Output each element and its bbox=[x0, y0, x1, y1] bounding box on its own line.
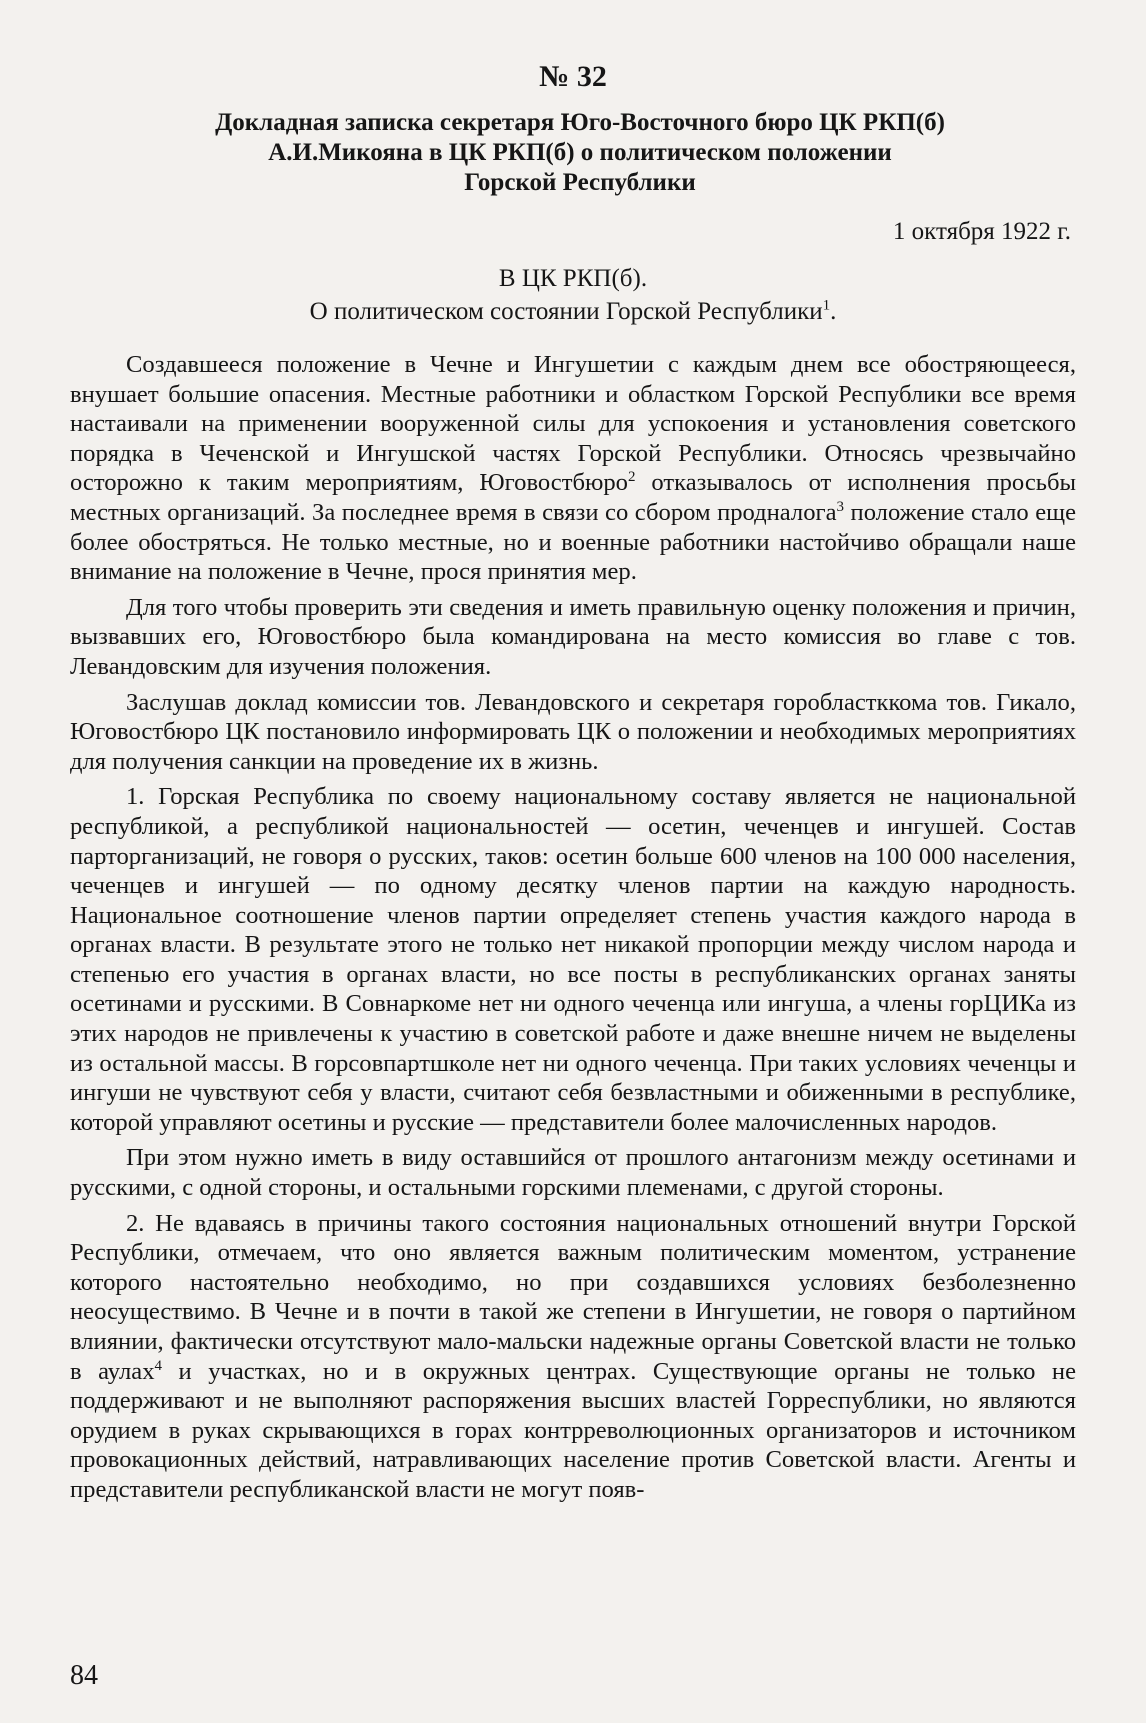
document-date: 1 октября 1922 г. bbox=[892, 218, 1071, 245]
paragraph bbox=[70, 688, 1076, 777]
page-number: 84 bbox=[70, 1660, 98, 1691]
document-number: № 32 bbox=[539, 60, 607, 93]
footnote-ref: 1 bbox=[822, 297, 831, 314]
title-line: Докладная записка секретаря Юго-Восточного бюро ЦК РКП(б) bbox=[215, 109, 945, 136]
footnote-ref: 3 bbox=[836, 498, 844, 515]
paragraph-text: 2. Не вдаваясь в причины такого состояния национальных отношений внутри Горской Республики, отмечаем, что оно является важным политическим моментом, устранение которого настоятельно необходимо, но при создавшихся условиях безболезненно неосуществимо. В Чечне и в почти в такой же степени в Ингушетии, не говоря о партийном влиянии, фактически отсутствуют мало-мальски надежные органы Советской власти не только в аулах bbox=[70, 1209, 1076, 1385]
addressee: В ЦК РКП(б). bbox=[498, 265, 648, 292]
paragraph bbox=[70, 593, 1076, 682]
body-text bbox=[70, 350, 1076, 1511]
paragraph-text: и участках, но и в окружных центрах. Существующие органы не только не поддерживают и не выполняют распоряжения высших властей Горреспублики, но являются орудием в руках скрывающихся в горах контрреволюционных организаторов и источником провокационных действий, натравливающих население против Советской власти. Агенты и представители республиканской власти не могут появ- bbox=[70, 1357, 1076, 1503]
subject-text: О политическом состоянии Горской Республики bbox=[309, 298, 823, 325]
paragraph-text: 1. Горская Республика по своему национальному составу является не национальной республикой, а республикой национальностей — осетин, чеченцев и ингушей. Состав парторганизаций, не говоря о русских, таков: осетин больше 600 членов на 100 000 населения, чеченцев и ингушей — по одному десятку членов партии на каждую народность. Национальное соотношение членов партии определяет степень участия каждого народа в органах власти. В результате этого не только нет никакой пропорции между числом народа и степенью его участия в органах власти, но все посты в республиканских органах заняты осетинами и русскими. В Совнаркоме нет ни одного чеченца или ингуша, а члены горЦИКа из этих народов не привлечены к участию в советской работе и даже внешне ничем не выделены из остальной массы. В горсовпартшколе нет ни одного чеченца. При таких условиях чеченцы и ингуши не чувствуют себя у власти, считают себя безвластными и обиженными в республике, которой управляют осетины и русские — представители более малочисленных народов. bbox=[70, 783, 1076, 1136]
footnote-ref: 4 bbox=[154, 1357, 163, 1374]
title-line: А.И.Микояна в ЦК РКП(б) о политическом положении bbox=[268, 139, 892, 166]
paragraph bbox=[70, 1143, 1076, 1202]
paragraph-text: Создавшееся положение в Чечне и Ингушетии с каждым днем все обостряющееся, внушает большие опасения. Местные работники и областком Горской Республики все время настаивали на применении вооруженной силы для успокоения и установления советского порядка в Чеченской и Ингушской частях Горской Республики. Относясь чрезвычайно осторожно к таким мероприятиям, Юговостбюро bbox=[70, 351, 1076, 497]
paragraph-text: Для того чтобы проверить эти сведения и иметь правильную оценку положения и причин, вызвавших его, Юговостбюро была командирована на место комиссия во главе с тов. Левандовским для изучения положения. bbox=[70, 593, 1076, 680]
paragraph bbox=[70, 1209, 1076, 1505]
subject-line: О политическом состоянии Горской Республики$^1$. bbox=[309, 297, 837, 325]
document-title bbox=[140, 108, 1020, 198]
paragraph-text: Заслушав доклад комиссии тов. Левандовского и секретаря горобластккома тов. Гикало, Юговостбюро ЦК постановило информировать ЦК о положении и необходимых мероприятиях для получения санкции на проведение их в жизнь. bbox=[70, 688, 1076, 775]
paragraph-text: отказывалось от исполнения просьбы местных организаций. За последнее время в связи со сбором продналога bbox=[70, 469, 1076, 526]
footnote-ref: 2 bbox=[627, 469, 636, 486]
paragraph-text: При этом нужно иметь в виду оставшийся от прошлого антагонизм между осетинами и русскими, с одной стороны, и остальными горскими племенами, с другой стороны. bbox=[70, 1144, 1076, 1202]
paragraph bbox=[70, 350, 1076, 587]
paragraph bbox=[70, 782, 1076, 1137]
paragraph-text: положение стало еще более обостряться. Не только местные, но и военные работники настойчиво обращали наше внимание на положение в Чечне, прося принятия мер. bbox=[70, 498, 1076, 586]
title-line: Горской Республики bbox=[464, 169, 696, 196]
